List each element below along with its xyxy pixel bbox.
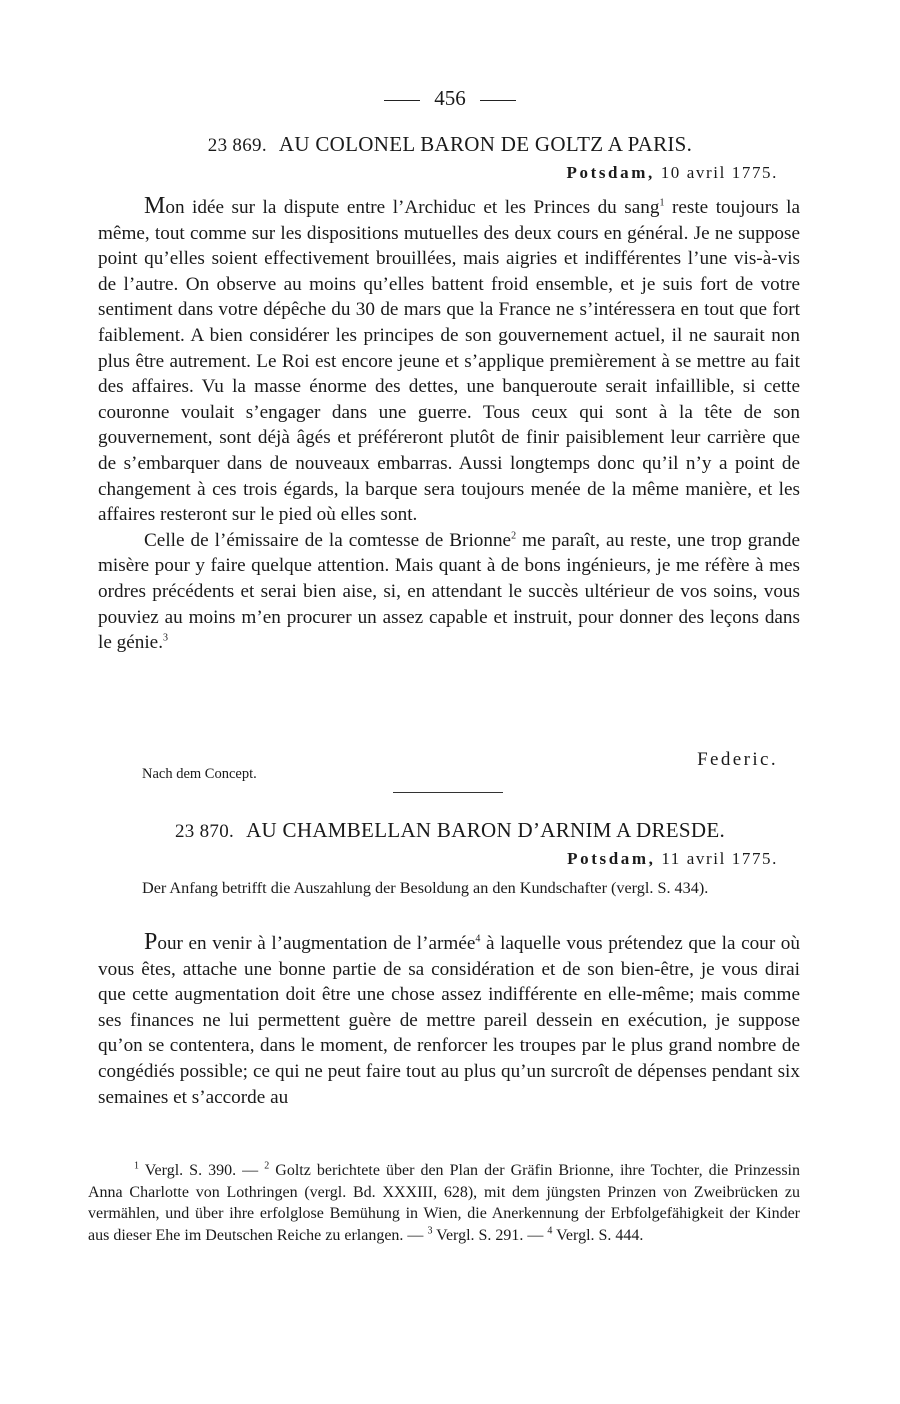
letter-number: 23 869.	[207, 135, 267, 156]
letter-heading	[100, 132, 800, 157]
letter-body	[98, 194, 800, 656]
footnote-text: Goltz berichtete über den Plan der Gräfin Brionne, ihre Tochter, die Prinzessin Anna Charlotte von Lothringen (vergl. Bd. XXXIII, 628), mit dem jüngsten Prinzen von Zweibrücken zu vermählen, und über ihre erfolglose Bemühung in Wien, die Anerkennung der Erbfolgefähigkeit der Kinder aus dieser Ehe im Deutschen Reiche zu erlangen. —	[88, 1162, 800, 1244]
footnote-text: Vergl. S. 390. —	[144, 1162, 259, 1179]
paragraph-text: our en venir à l’augmentation de l’armée	[157, 933, 476, 954]
footnote-marker: 1	[659, 197, 665, 209]
page-number-dash-left	[384, 100, 420, 101]
source-note: Nach dem Concept.	[142, 766, 257, 782]
paragraph-text: on idée sur la dispute entre l’Archiduc et les Princes du sang	[165, 197, 660, 218]
footnotes	[88, 1160, 800, 1246]
letter-place: Potsdam,	[567, 849, 656, 868]
letter-heading	[100, 818, 800, 843]
page-number-line	[0, 86, 900, 111]
letter-dateline	[567, 849, 778, 869]
paragraph-text: Celle de l’émissaire de la comtesse de Brionne	[144, 529, 512, 551]
page-number: 456	[434, 86, 466, 110]
letter-date: 11 avril 1775.	[661, 849, 778, 868]
footnote-marker: 4	[475, 933, 481, 945]
footnote-marker: 1	[134, 1160, 139, 1172]
letter-dateline	[567, 163, 779, 183]
footnote-text: Vergl. S. 291. —	[436, 1226, 544, 1244]
paragraph	[98, 528, 800, 656]
section-divider	[393, 792, 503, 793]
footnote-text: Vergl. S. 444.	[556, 1226, 644, 1244]
editorial-summary	[96, 877, 800, 899]
signature: Federic.	[697, 749, 778, 770]
footnote-block	[88, 1160, 800, 1246]
page-number-dash-right	[480, 100, 516, 101]
footnote-marker: 4	[547, 1225, 553, 1237]
letter-number: 23 870.	[174, 821, 235, 842]
letter-title: AU CHAMBELLAN BARON D’ARNIM A DRESDE.	[246, 818, 726, 842]
footnote-marker: 2	[264, 1160, 270, 1172]
letter-body	[98, 930, 800, 1110]
paragraph-text: à laquelle vous prétendez que la cour où vous êtes, attache une bonne partie de sa considération et de son bien-être, je vous dirai que cette augmentation doit être une chose assez indifférente en elle-même; mais comme ses finances ne lui permettent guère de mettre pareil dessein en exécution, je suppose qu’on se contentera, dans le moment, de renforcer les troupes par le plus grand nombre de congédiés possible; ce qui ne peut faire tout au plus qu’un surcroît de dépenses pendant six semaines et s’accorde au	[98, 933, 800, 1108]
paragraph-text: me paraît, au reste, une trop grande misère pour y faire quelque attention. Mais quant à de bons ingénieurs, je me réfère à mes ordres précédents et serai bien aise, si, en attendant le succès ultérieur de vos soins, vous pouviez au moins m’en procurer un assez capable et instruit, pour donner des leçons dans le génie.	[98, 529, 801, 654]
initial-letter: M	[144, 193, 166, 219]
paragraph	[98, 194, 800, 528]
paragraph-text: reste toujours la même, tout comme sur les dispositions mutuelles des deux cours en général. Je ne suppose point qu’elles soient effectivement brouillées, mais aigries et indifférentes l’une vis-à-vis de l’autre. On observe au moins qu’elles battent froid ensemble, et je suis fort de votre sentiment dans votre dépêche du 30 de mars que la France ne s’intéressera en tout que fort faiblement. A bien considérer les principes de son gouvernement actuel, il ne saurait non plus être autrement. Le Roi est encore jeune et s’applique premièrement à se mettre au fait des affaires. Vu la masse énorme des dettes, une banqueroute serait infaillible, si cette couronne voulait s’engager dans une guerre. Tous ceux qui sont à la tête de son gouvernement, sont déjà âgés et préféreront plutôt de finir paisiblement leur carrière que de s’embarquer dans de nouveaux embarras. Aussi longtemps donc qu’il n’y a point de changement à ces trois égards, la barque sera toujours menée de la même manière, et les affaires resteront sur le pied où elles sont.	[98, 197, 800, 526]
letter-place: Potsdam,	[566, 163, 655, 182]
letter-date: 10 avril 1775.	[660, 163, 778, 182]
initial-letter: P	[144, 929, 158, 955]
footnote-marker: 3	[163, 632, 168, 644]
summary-text: Der Anfang betrifft die Auszahlung der Besoldung an den Kundschafter (vergl. S. 434).	[142, 879, 709, 897]
letter-title: AU COLONEL BARON DE GOLTZ A PARIS.	[278, 132, 693, 156]
footnote-marker: 3	[427, 1225, 433, 1237]
paragraph	[98, 930, 800, 1110]
footnote-marker: 2	[511, 530, 517, 542]
